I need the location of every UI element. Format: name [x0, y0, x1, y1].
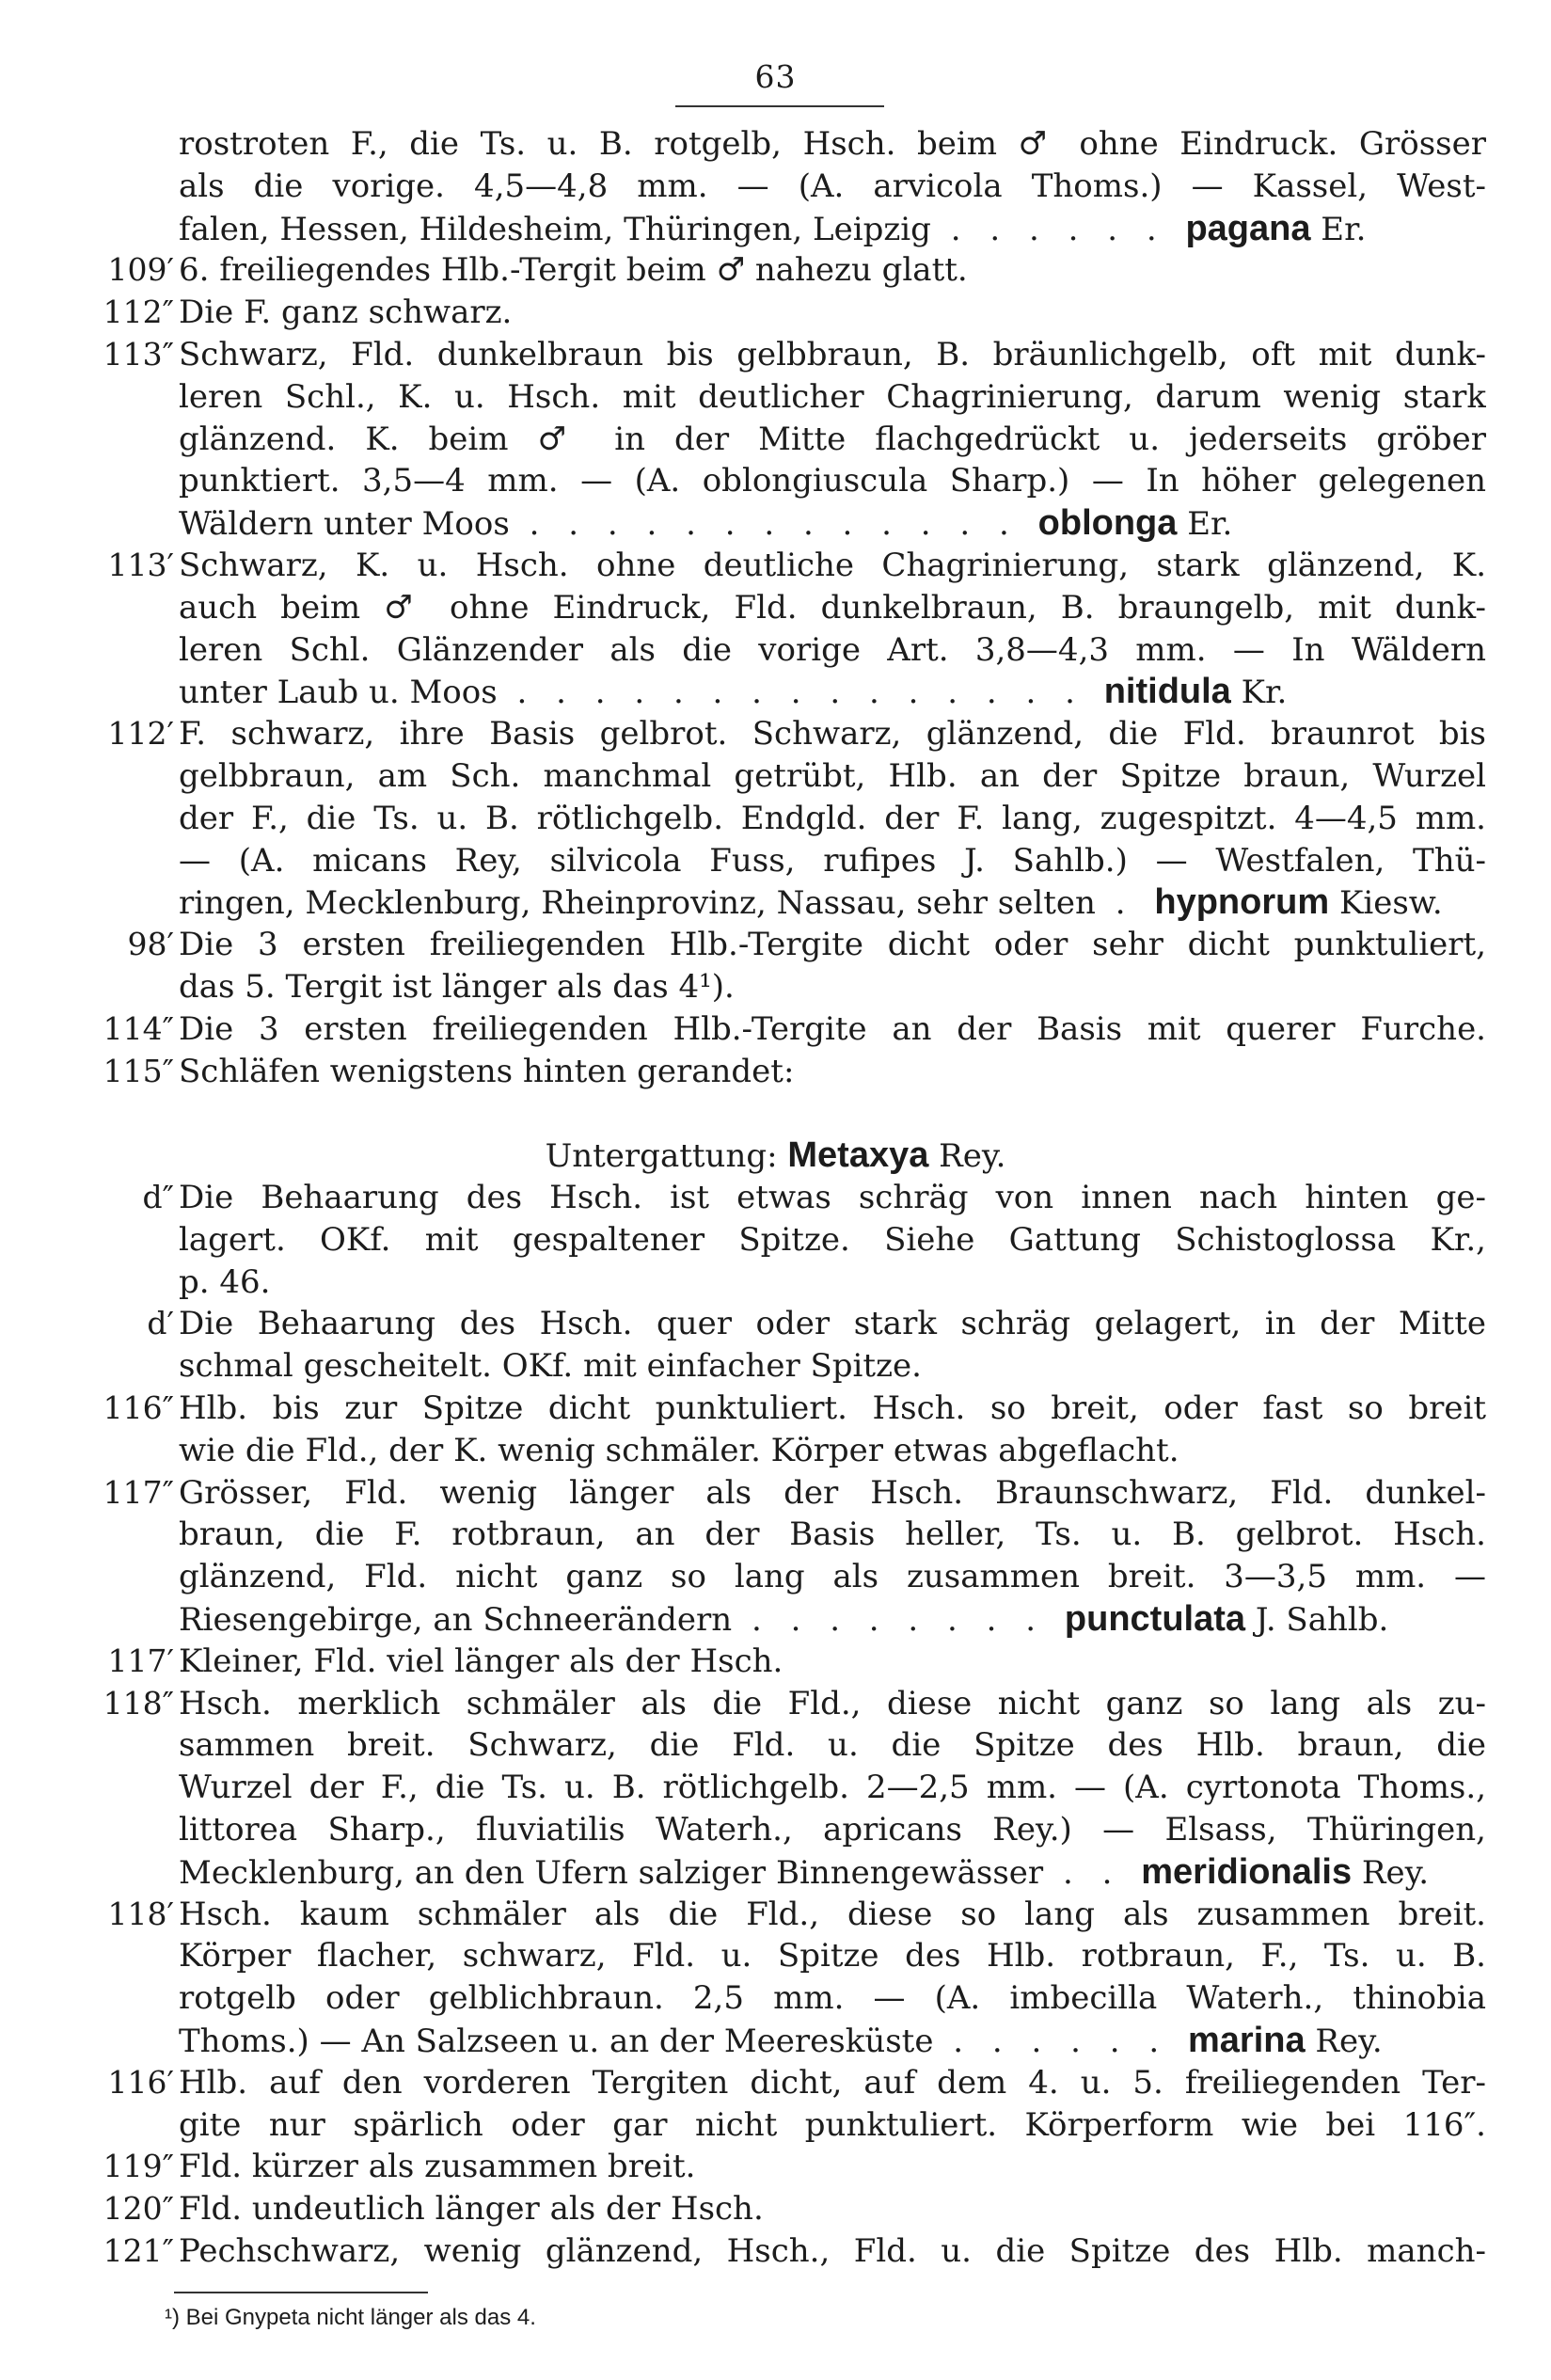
line-main-text: punktiert. 3,5—4 mm. — (A. oblongiuscula Sharp.) — In höher gelegenen — [179, 462, 1486, 500]
line-text — [179, 753, 1486, 800]
line-text — [179, 1469, 1486, 1516]
line-main-text: — (A. micans Rey, silvicola Fuss, rufipes J. Sahlb.) — Westfalen, Thü- — [179, 841, 1486, 880]
footnote-rule — [174, 2292, 428, 2293]
line-main-text: 6. freiliegendes Hlb.-Tergit beim ♂ nahezu glatt. — [179, 251, 968, 290]
line-text — [179, 2228, 1486, 2275]
line-main-text: F. schwarz, ihre Basis gelbrot. Schwarz, glänzend, die Fld. braunrot bis — [179, 715, 1486, 754]
line-text — [179, 373, 1486, 420]
line-main-text: Fld. kürzer als zusammen breit. — [179, 2148, 696, 2186]
text-line — [0, 500, 1551, 547]
text-line — [0, 668, 1551, 715]
line-main-text: Die F. ganz schwarz. — [179, 294, 513, 332]
line-main-text: rostroten F., die Ts. u. B. rotgelb, Hsch. beim ♂ ohne Eindruck. Grösser — [179, 125, 1486, 163]
key-number: 116′ — [107, 2063, 174, 2101]
species-name: oblonga — [1037, 503, 1178, 544]
leader-dots: . . . . . . — [933, 2023, 1188, 2060]
line-text — [179, 837, 1486, 884]
text-line — [0, 416, 1551, 463]
line-text — [179, 1553, 1486, 1600]
text-line — [0, 205, 1551, 252]
line-main-text: Kleiner, Fld. viel länger als der Hsch. — [179, 1642, 783, 1680]
line-main-text: wie die Fld., der K. wenig schmäler. Körper etwas abgeflacht. — [179, 1431, 1179, 1469]
text-line — [0, 1048, 1551, 1095]
species-name: pagana — [1185, 208, 1311, 248]
line-main-text: braun, die F. rotbraun, an der Basis heller, Ts. u. B. gelbrot. Hsch. — [179, 1515, 1486, 1554]
key-number: d″ — [142, 1179, 174, 1215]
line-text — [179, 246, 1486, 294]
author-name: Rey. — [1305, 2023, 1383, 2060]
text-line — [0, 1342, 1551, 1389]
key-number: 119″ — [103, 2148, 174, 2185]
key-number: 120″ — [103, 2190, 174, 2228]
species-name: Metaxya — [787, 1135, 929, 1176]
line-text — [179, 1764, 1486, 1811]
line-main-text: Grösser, Fld. wenig länger als der Hsch. Braunschwarz, Fld. dunkel- — [179, 1473, 1486, 1512]
line-main-text: ringen, Mecklenburg, Rheinprovinz, Nassau, sehr selten — [179, 884, 1096, 923]
key-number: 113″ — [103, 336, 174, 373]
text-line — [0, 331, 1551, 378]
leader-dots: . . — [1043, 1853, 1142, 1892]
species-name: marina — [1187, 2021, 1306, 2060]
line-main-text: Hlb. bis zur Spitze dicht punktuliert. Hsch. so breit, oder fast so breit — [179, 1389, 1486, 1427]
line-main-text: Schwarz, Fld. dunkelbraun bis gelbbraun, B. bräunlichgelb, oft mit dunk- — [179, 336, 1486, 373]
text-line — [0, 1848, 1551, 1896]
line-main-text: der F., die Ts. u. B. rötlichgelb. Endgld. der F. lang, zugespitzt. 4—4,5 mm. — [179, 799, 1486, 837]
text-line — [0, 542, 1551, 589]
line-text — [179, 416, 1486, 463]
line-main-text: Körper flacher, schwarz, Fld. u. Spitze des Hlb. rotbraun, F., Ts. u. B. — [179, 1937, 1486, 1975]
species-name: nitidula — [1103, 672, 1231, 712]
key-number: 112″ — [103, 294, 174, 331]
line-text — [179, 2059, 1486, 2106]
line-main-text: Fld. undeutlich länger als der Hsch. — [179, 2190, 764, 2229]
text-line — [0, 163, 1551, 210]
line-text — [179, 2185, 1486, 2232]
line-main-text: glänzend. K. beim ♂ in der Mitte flachgedrückt u. jederseits gröber — [179, 420, 1486, 458]
line-text — [179, 1216, 1486, 1263]
leader-dots: . . . . . . . . — [732, 1601, 1065, 1639]
line-text — [179, 879, 1486, 927]
line-text — [179, 1511, 1486, 1558]
text-line — [0, 2228, 1551, 2275]
leader-dots: . . . . . . . . . . . . . . . — [497, 674, 1104, 712]
line-text — [179, 289, 1486, 336]
line-text — [179, 921, 1486, 968]
line-main-text: gite nur spärlich oder gar nicht punktuliert. Körperform wie bei 116″. — [179, 2105, 1486, 2144]
author-name: Er. — [1310, 210, 1367, 248]
text-line — [0, 2102, 1551, 2149]
key-number: d′ — [147, 1305, 174, 1342]
text-line — [0, 1764, 1551, 1811]
text-line — [0, 753, 1551, 800]
line-text — [179, 1595, 1486, 1643]
text-line — [0, 921, 1551, 968]
key-number: 118″ — [103, 1684, 174, 1722]
line-text — [179, 1891, 1486, 1938]
key-number: 114″ — [103, 1009, 174, 1047]
key-number: 115″ — [103, 1052, 174, 1089]
author-name: Rey. — [1352, 1853, 1430, 1892]
key-number: 112′ — [107, 715, 174, 753]
line-main-text: falen, Hessen, Hildesheim, Thüringen, Leipzig — [179, 210, 931, 248]
line-text — [179, 710, 1486, 757]
line-text — [179, 627, 1486, 674]
text-line — [0, 1891, 1551, 1938]
page-number: 63 — [754, 58, 797, 95]
line-text — [179, 1300, 1486, 1347]
line-main-text: Pechschwarz, wenig glänzend, Hsch., Fld. u. die Spitze des Hlb. manch- — [179, 2232, 1486, 2270]
line-text — [179, 542, 1486, 589]
text-line — [0, 1722, 1551, 1769]
leader-dots: . . . . . . . . . . . . . — [509, 505, 1038, 544]
line-main-text: Die Behaarung des Hsch. ist etwas schräg von innen nach hinten ge- — [179, 1179, 1486, 1216]
text-line — [0, 963, 1551, 1010]
line-main-text: Mecklenburg, an den Ufern salziger Binnengewässer — [179, 1853, 1044, 1892]
line-main-text: sammen breit. Schwarz, die Fld. u. die Spitze des Hlb. braun, die — [179, 1726, 1486, 1765]
line-main-text: Die Behaarung des Hsch. quer oder stark schräg gelagert, in der Mitte — [179, 1305, 1486, 1343]
line-text — [179, 668, 1486, 716]
text-line — [0, 1553, 1551, 1600]
line-main-text: Die 3 ersten freiliegenden Hlb.-Tergite an der Basis mit querer Furche. — [179, 1009, 1486, 1048]
line-text — [0, 1132, 1551, 1180]
text-line — [0, 1385, 1551, 1432]
line-text — [179, 1006, 1486, 1053]
author-name: Er. — [1177, 505, 1233, 544]
line-text — [179, 1259, 1486, 1306]
text-line — [0, 457, 1551, 504]
line-text — [179, 1638, 1486, 1685]
text-line — [0, 1932, 1551, 1979]
text-line — [0, 2059, 1551, 2106]
author-name: Rey. — [928, 1137, 1006, 1176]
line-main-text: schmal gescheitelt. OKf. mit einfacher Spitze. — [179, 1347, 922, 1386]
line-main-text: leren Schl. Glänzender als die vorige Art. 3,8—4,3 mm. — In Wäldern — [179, 630, 1486, 669]
line-main-text: Hsch. merklich schmäler als die Fld., diese nicht ganz so lang als zu- — [179, 1684, 1486, 1722]
text-line — [0, 1511, 1551, 1558]
line-main-text: unter Laub u. Moos — [179, 674, 498, 712]
key-number: 116″ — [103, 1389, 174, 1426]
text-line — [0, 1259, 1551, 1306]
line-main-text: Untergattung: — [545, 1137, 788, 1176]
text-line — [0, 1089, 1551, 1136]
author-name: Kr. — [1230, 674, 1288, 712]
species-name: hypnorum — [1154, 882, 1330, 923]
text-line — [0, 1680, 1551, 1727]
line-text — [179, 963, 1486, 1010]
line-text — [179, 1680, 1486, 1727]
line-main-text: Wurzel der F., die Ts. u. B. rötlichgelb. 2—2,5 mm. — (A. cyrtonota Thoms., — [179, 1769, 1486, 1807]
text-line — [0, 1300, 1551, 1347]
line-text — [179, 205, 1486, 253]
line-main-text: gelbbraun, am Sch. manchmal getrübt, Hlb. an der Spitze braun, Wurzel — [179, 757, 1486, 795]
text-line — [0, 627, 1551, 674]
text-line — [0, 2143, 1551, 2190]
text-line — [0, 1216, 1551, 1263]
text-line — [0, 1806, 1551, 1853]
text-line — [0, 1427, 1551, 1474]
text-line — [0, 2185, 1551, 2232]
line-main-text: rotgelb oder gelblichbraun. 2,5 mm. — (A. imbecilla Waterh., thinobia — [179, 1979, 1486, 2018]
text-line — [0, 1132, 1551, 1179]
author-name: J. Sahlb. — [1245, 1601, 1389, 1639]
line-text — [179, 584, 1486, 631]
line-text — [179, 1385, 1486, 1432]
line-text — [179, 1174, 1486, 1221]
line-text — [179, 457, 1486, 504]
key-number: 117″ — [103, 1473, 174, 1511]
line-text — [179, 331, 1486, 378]
species-name: punctulata — [1064, 1599, 1246, 1639]
text-line — [0, 246, 1551, 294]
line-main-text: Riesengebirge, an Schneerändern — [179, 1601, 733, 1639]
text-line — [0, 1638, 1551, 1685]
key-number: 117′ — [107, 1642, 174, 1679]
text-line — [0, 837, 1551, 884]
line-main-text: littorea Sharp., fluviatilis Waterh., apricans Rey.) — Elsass, Thüringen, — [179, 1811, 1486, 1848]
text-line — [0, 120, 1551, 167]
key-number: 109′ — [107, 251, 174, 289]
line-main-text: leren Schl., K. u. Hsch. mit deutlicher Chagrinierung, darum wenig stark — [179, 377, 1486, 416]
line-main-text: Schwarz, K. u. Hsch. ohne deutliche Chagrinierung, stark glänzend, K. — [179, 547, 1486, 584]
key-number: 121″ — [103, 2232, 174, 2269]
text-line — [0, 1469, 1551, 1516]
text-line — [0, 2017, 1551, 2064]
text-line — [0, 289, 1551, 336]
line-main-text: Die 3 ersten freiliegenden Hlb.-Tergite dicht oder sehr dicht punktuliert, — [179, 926, 1486, 964]
line-text — [179, 1806, 1486, 1853]
line-text — [179, 1975, 1486, 2022]
line-main-text: p. 46. — [179, 1262, 271, 1301]
line-main-text: Wäldern unter Moos — [179, 505, 510, 544]
line-main-text: Hsch. kaum schmäler als die Fld., diese so lang als zusammen breit. — [179, 1895, 1486, 1933]
line-main-text: lagert. OKf. mit gespaltener Spitze. Siehe Gattung Schistoglossa Kr., — [179, 1220, 1486, 1259]
line-main-text: Hlb. auf den vorderen Tergiten dicht, auf dem 4. u. 5. freiliegenden Ter- — [179, 2063, 1486, 2102]
line-main-text: Schläfen wenigstens hinten gerandet: — [179, 1052, 795, 1090]
line-main-text: glänzend, Fld. nicht ganz so lang als zusammen breit. 3—3,5 mm. — — [179, 1558, 1486, 1596]
line-text — [179, 1048, 1486, 1095]
line-text — [179, 500, 1486, 547]
text-line — [0, 795, 1551, 842]
line-text — [179, 2143, 1486, 2190]
text-line — [0, 1595, 1551, 1642]
key-number: 113′ — [107, 547, 174, 583]
leader-dots: . . . . . . — [930, 210, 1186, 248]
line-text — [179, 1427, 1486, 1474]
text-line — [0, 710, 1551, 757]
species-name: meridionalis — [1141, 1851, 1353, 1892]
leader-dots: . — [1095, 884, 1155, 923]
line-text — [179, 1848, 1486, 1896]
text-line — [0, 879, 1551, 926]
line-text — [179, 795, 1486, 842]
line-main-text: Thoms.) — An Salzseen u. an der Meeresküste — [179, 2023, 934, 2060]
line-text — [179, 163, 1486, 210]
header-rule — [675, 105, 884, 107]
text-line — [0, 1174, 1551, 1221]
line-text — [179, 2102, 1486, 2149]
text-line — [0, 584, 1551, 631]
key-number: 98′ — [127, 926, 174, 963]
line-main-text: als die vorige. 4,5—4,8 mm. — (A. arvicola Thoms.) — Kassel, West- — [179, 167, 1486, 205]
line-text — [179, 1342, 1486, 1389]
text-line — [0, 1006, 1551, 1053]
line-main-text: das 5. Tergit ist länger als das 4¹). — [179, 968, 735, 1006]
line-text — [179, 120, 1486, 167]
line-text — [179, 2017, 1486, 2065]
footnote: ¹) Bei Gnypeta nicht länger als das 4. — [165, 2305, 536, 2330]
author-name: Kiesw. — [1329, 884, 1443, 923]
line-text — [179, 1932, 1486, 1979]
text-line — [0, 373, 1551, 420]
line-main-text: auch beim ♂ ohne Eindruck, Fld. dunkelbraun, B. braungelb, mit dunk- — [179, 588, 1486, 627]
key-number: 118′ — [107, 1895, 174, 1932]
text-line — [0, 1975, 1551, 2022]
line-text — [179, 1722, 1486, 1769]
